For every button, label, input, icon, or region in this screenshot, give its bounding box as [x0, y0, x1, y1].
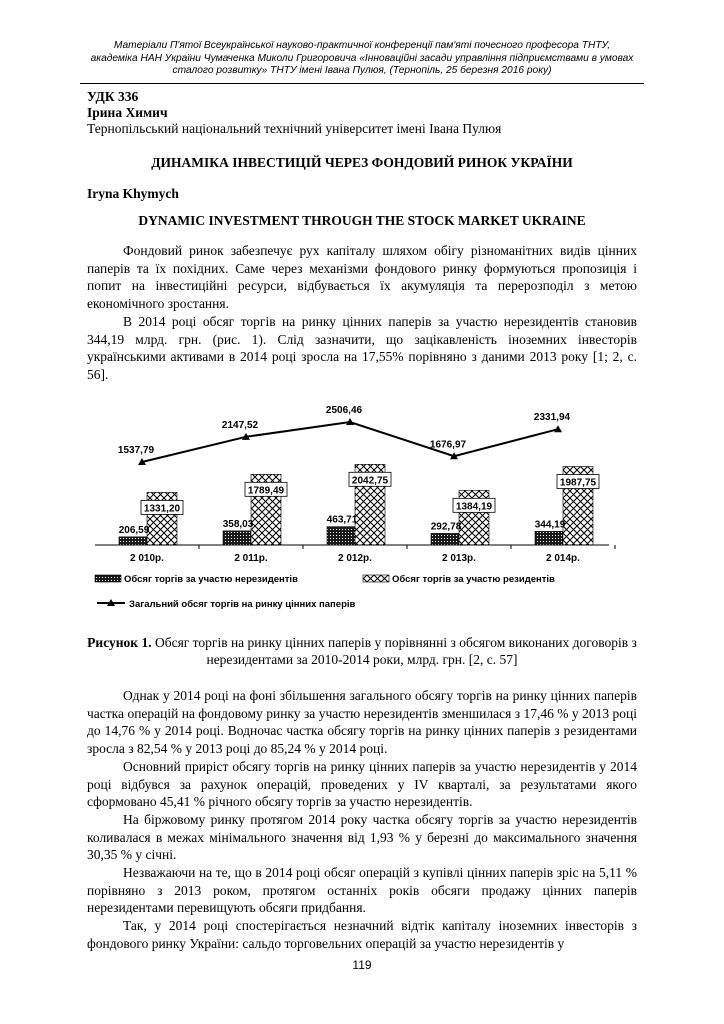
data-label-residents: 2042,75: [351, 475, 389, 487]
data-label-nonresidents: 463,71: [326, 514, 358, 526]
data-label-nonresidents: 344,19: [534, 519, 566, 531]
x-tick-label: 2 014р.: [546, 553, 580, 564]
data-label-residents: 1384,19: [455, 501, 493, 513]
udk-code: УДК 336: [87, 89, 139, 104]
paragraph-3: Однак у 2014 році на фоні збільшення загального обсягу торгів на ринку цінних паперів частка операцій на фондовому ринку за участю нерезидентів зменшилася з 17,46 % у 2013 році до 14,76 % у 2014 році. Водночас частка обсягу торгів на ринку цінних паперів з резидентами зросла з 82,54 % у 2013 році до 85,24 % у 2014 році.: [87, 688, 637, 756]
total-volume-line: [142, 419, 558, 462]
x-tick-label: 2 013р.: [442, 553, 476, 564]
data-label-nonresidents: 292,78: [430, 521, 462, 533]
x-tick-label: 2 011р.: [234, 553, 268, 564]
page-number: 119: [352, 958, 372, 972]
data-label-total: 2147,52: [221, 419, 259, 431]
data-label-nonresidents: 358,03: [222, 518, 254, 530]
header-line-3: сталого розвитку» ТНТУ імені Івана Пулюя, (Тернопіль, 25 березня 2016 року): [172, 65, 552, 77]
author-name-en: Iryna Khymych: [87, 186, 179, 201]
paragraph-4: Основний приріст обсягу торгів на ринку цінних паперів за участю нерезидентів у 2014 році відбувся за рахунок операцій, проведених у IV кварталі, за результатами якого сформовано 45,41 % річного обсягу торгів за участю нерезидентів.: [87, 759, 637, 810]
legend-swatch-nonresidents: [95, 575, 121, 582]
paragraph-5: На біржовому ринку протягом 2014 року частка обсягу торгів за участю нерезидентів коливалася в межах мінімального значення від 1,93 % у березні до максимального значення 30,35 % у січні.: [87, 812, 637, 863]
header-line-2: академіка НАН України Чумаченка Миколи Григоровича «Інноваційні засади управління підприємствами в умовах: [90, 52, 634, 64]
author-affiliation: Тернопільський національний технічний університет імені Івана Пулюя: [87, 121, 502, 136]
x-tick-labels: [130, 545, 615, 564]
legend-swatch-residents: [363, 575, 389, 582]
x-tick-label: 2 010р.: [130, 553, 164, 564]
bar-nonresidents: [119, 537, 149, 545]
paragraph-1: Фондовий ринок забезпечує рух капіталу шляхом обігу різноманітних видів цінних паперів та їх похідних. Саме через механізми фондового ринку формуються пропозиція і попит на інвестиційні ресурси, відбувається їх акумуляція та перерозподіл з метою економічного зростання.: [87, 243, 637, 311]
data-label-residents: 1789,49: [247, 485, 285, 497]
data-label-total: 1537,79: [117, 445, 155, 456]
data-label-total: 2506,46: [325, 405, 363, 416]
data-label-total: 2331,94: [533, 412, 571, 424]
legend-label-residents: Обсяг торгів за участю резидентів: [392, 574, 555, 585]
figure-caption: [87, 634, 637, 668]
paragraph-6: Незважаючи на те, що в 2014 році обсяг операцій з купівлі цінних паперів зріс на 5,11 % порівняно з 2013 роком, протягом останніх років обсяги продажу цінних паперів нерезидентами перевищують обсяги придбання.: [87, 865, 637, 916]
chart-legend: [95, 574, 555, 610]
figure-caption-label: Рисунок 1.: [87, 635, 152, 650]
legend-label-total: Загальний обсяг торгів на ринку цінних паперів: [129, 599, 356, 610]
bar-nonresidents: [431, 533, 461, 545]
paragraph-7: Так, у 2014 році спостерігається незначний відтік капіталу іноземних інвесторів з фондового ринку України: сальдо торговельних операцій за участю нерезидентів у: [87, 918, 637, 951]
author-name-ua: Ірина Химич: [87, 105, 168, 120]
conference-header: [80, 40, 644, 78]
paper-title-en: DYNAMIC INVESTMENT THROUGH THE STOCK MARKET UKRAINE: [138, 213, 586, 228]
data-label-total: 1676,97: [429, 439, 467, 451]
bar-nonresidents: [327, 527, 357, 545]
header-divider: [80, 83, 644, 84]
paper-title-ua: ДИНАМІКА ІНВЕСТИЦІЙ ЧЕРЕЗ ФОНДОВИЙ РИНОК УКРАЇНИ: [151, 155, 573, 170]
total-line-marker: [554, 425, 562, 432]
legend-label-nonresidents: Обсяг торгів за участю нерезидентів: [124, 574, 298, 585]
data-label-residents: 1331,20: [143, 503, 181, 515]
bar-nonresidents: [535, 531, 565, 545]
trading-volume-chart: [87, 400, 637, 615]
x-tick-label: 2 012р.: [338, 553, 372, 564]
bar-nonresidents: [223, 531, 253, 545]
figure-caption-text: Обсяг торгів на ринку цінних паперів у порівнянні з обсягом виконаних договорів з нерезидентами за 2010-2014 роки, млрд. грн. [2, с. 57]: [151, 635, 637, 667]
chart-total-line: [138, 418, 562, 465]
paragraph-2: В 2014 році обсяг торгів на ринку цінних паперів за участю нерезидентів становив 344,19 млрд. грн. (рис. 1). Слід зазначити, що зацікавленість іноземних інвесторів українськими активами в 2014 році зросла на 17,55% порівняно з даними 2013 року [1; 2, с. 56].: [87, 314, 637, 382]
header-line-1: Матеріали П'ятої Всеукраїнської науково-практичної конференції пам'яті почесного професора ТНТУ,: [113, 40, 611, 51]
data-label-residents: 1987,75: [559, 477, 597, 489]
data-label-nonresidents: 206,59: [118, 524, 150, 536]
